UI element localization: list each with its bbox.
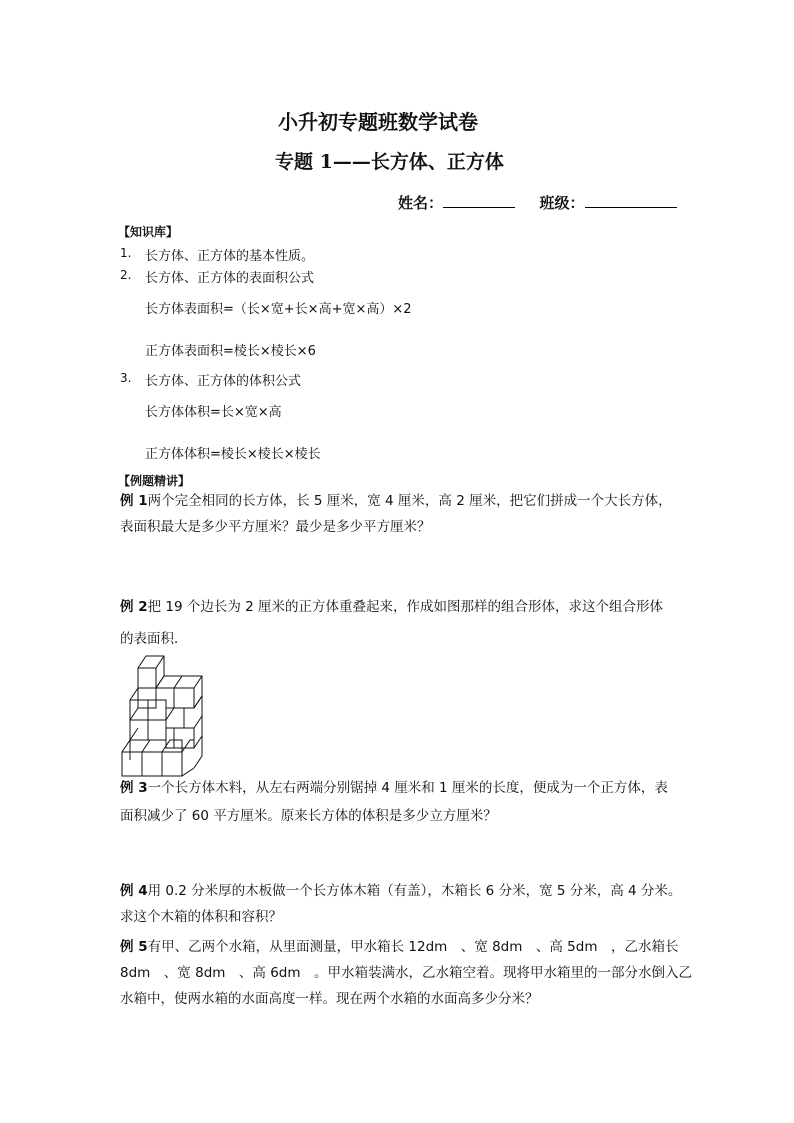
example-label: 例 3 (120, 780, 148, 796)
example-text: 水箱中，使两水箱的水面高度一样。现在两个水箱的水面高多少分米？ (120, 991, 539, 1007)
example-text: 表面积最大是多少平方厘米？最少是多少平方厘米？ (120, 519, 431, 535)
cube-stack-figure (118, 652, 210, 780)
item-number: 3. (120, 371, 132, 385)
formula: 长方体表面积=（长×宽+长×高+宽×高）×2 (145, 302, 412, 317)
example-text: 面积减少了 60 平方厘米。原来长方体的体积是多少立方厘米？ (120, 808, 497, 824)
example-text: 两个完全相同的长方体，长 5 厘米，宽 4 厘米，高 2 厘米，把它们拼成一个大长方体， (147, 493, 672, 509)
example-2 (120, 594, 663, 652)
knowledge-heading: 【知识库】 (118, 225, 179, 239)
example-3 (120, 775, 668, 829)
example-text: 求这个木箱的体积和容积？ (120, 909, 282, 925)
example-4 (120, 878, 681, 930)
example-text: 用 0.2 分米厚的木板做一个长方体木箱（有盖），木箱长 6 分米，宽 5 分米，高 4 分米。 (147, 883, 682, 899)
class-label: 班级： (539, 194, 585, 212)
formula: 正方体表面积=棱长×棱长×6 (145, 344, 316, 359)
example-label: 例 2 (120, 599, 148, 615)
item-number: 2. (120, 268, 132, 282)
examples-heading: 【例题精讲】 (118, 474, 191, 488)
class-blank[interactable] (585, 193, 677, 208)
formula: 正方体体积=棱长×棱长×棱长 (145, 447, 321, 462)
example-text: 把 19 个边长为 2 厘米的正方体重叠起来，作成如图那样的组合形体，求这个组合形体 (147, 599, 664, 615)
example-label: 例 5 (120, 939, 148, 955)
name-blank[interactable] (443, 193, 515, 208)
formula: 长方体体积=长×宽×高 (145, 405, 282, 420)
example-label: 例 4 (120, 883, 148, 899)
example-5 (120, 934, 692, 1012)
example-text: 有甲、乙两个水箱，从里面测量，甲水箱长 12dm 、宽 8dm 、高 5dm ，乙水箱长 (147, 939, 679, 955)
example-text: 的表面积． (120, 631, 188, 647)
page-title: 小升初专题班数学试卷 (278, 110, 478, 134)
page-subtitle: 专题 1——长方体、正方体 (275, 151, 504, 173)
example-text: 8dm 、宽 8dm 、高 6dm 。甲水箱装满水，乙水箱空着。现将甲水箱里的一部分水倒入乙 (120, 965, 693, 981)
knowledge-item: 长方体、正方体的体积公式 (145, 374, 302, 389)
example-1 (120, 488, 672, 540)
knowledge-item: 长方体、正方体的基本性质。 (145, 249, 315, 264)
item-number: 1. (120, 246, 132, 260)
name-label: 姓名： (398, 194, 444, 212)
knowledge-item: 长方体、正方体的表面积公式 (145, 271, 315, 286)
example-text: 一个长方体木料，从左右两端分别锯掉 4 厘米和 1 厘米的长度，便成为一个正方体，表 (147, 780, 668, 796)
example-label: 例 1 (120, 493, 148, 509)
name-class-row (398, 192, 677, 213)
